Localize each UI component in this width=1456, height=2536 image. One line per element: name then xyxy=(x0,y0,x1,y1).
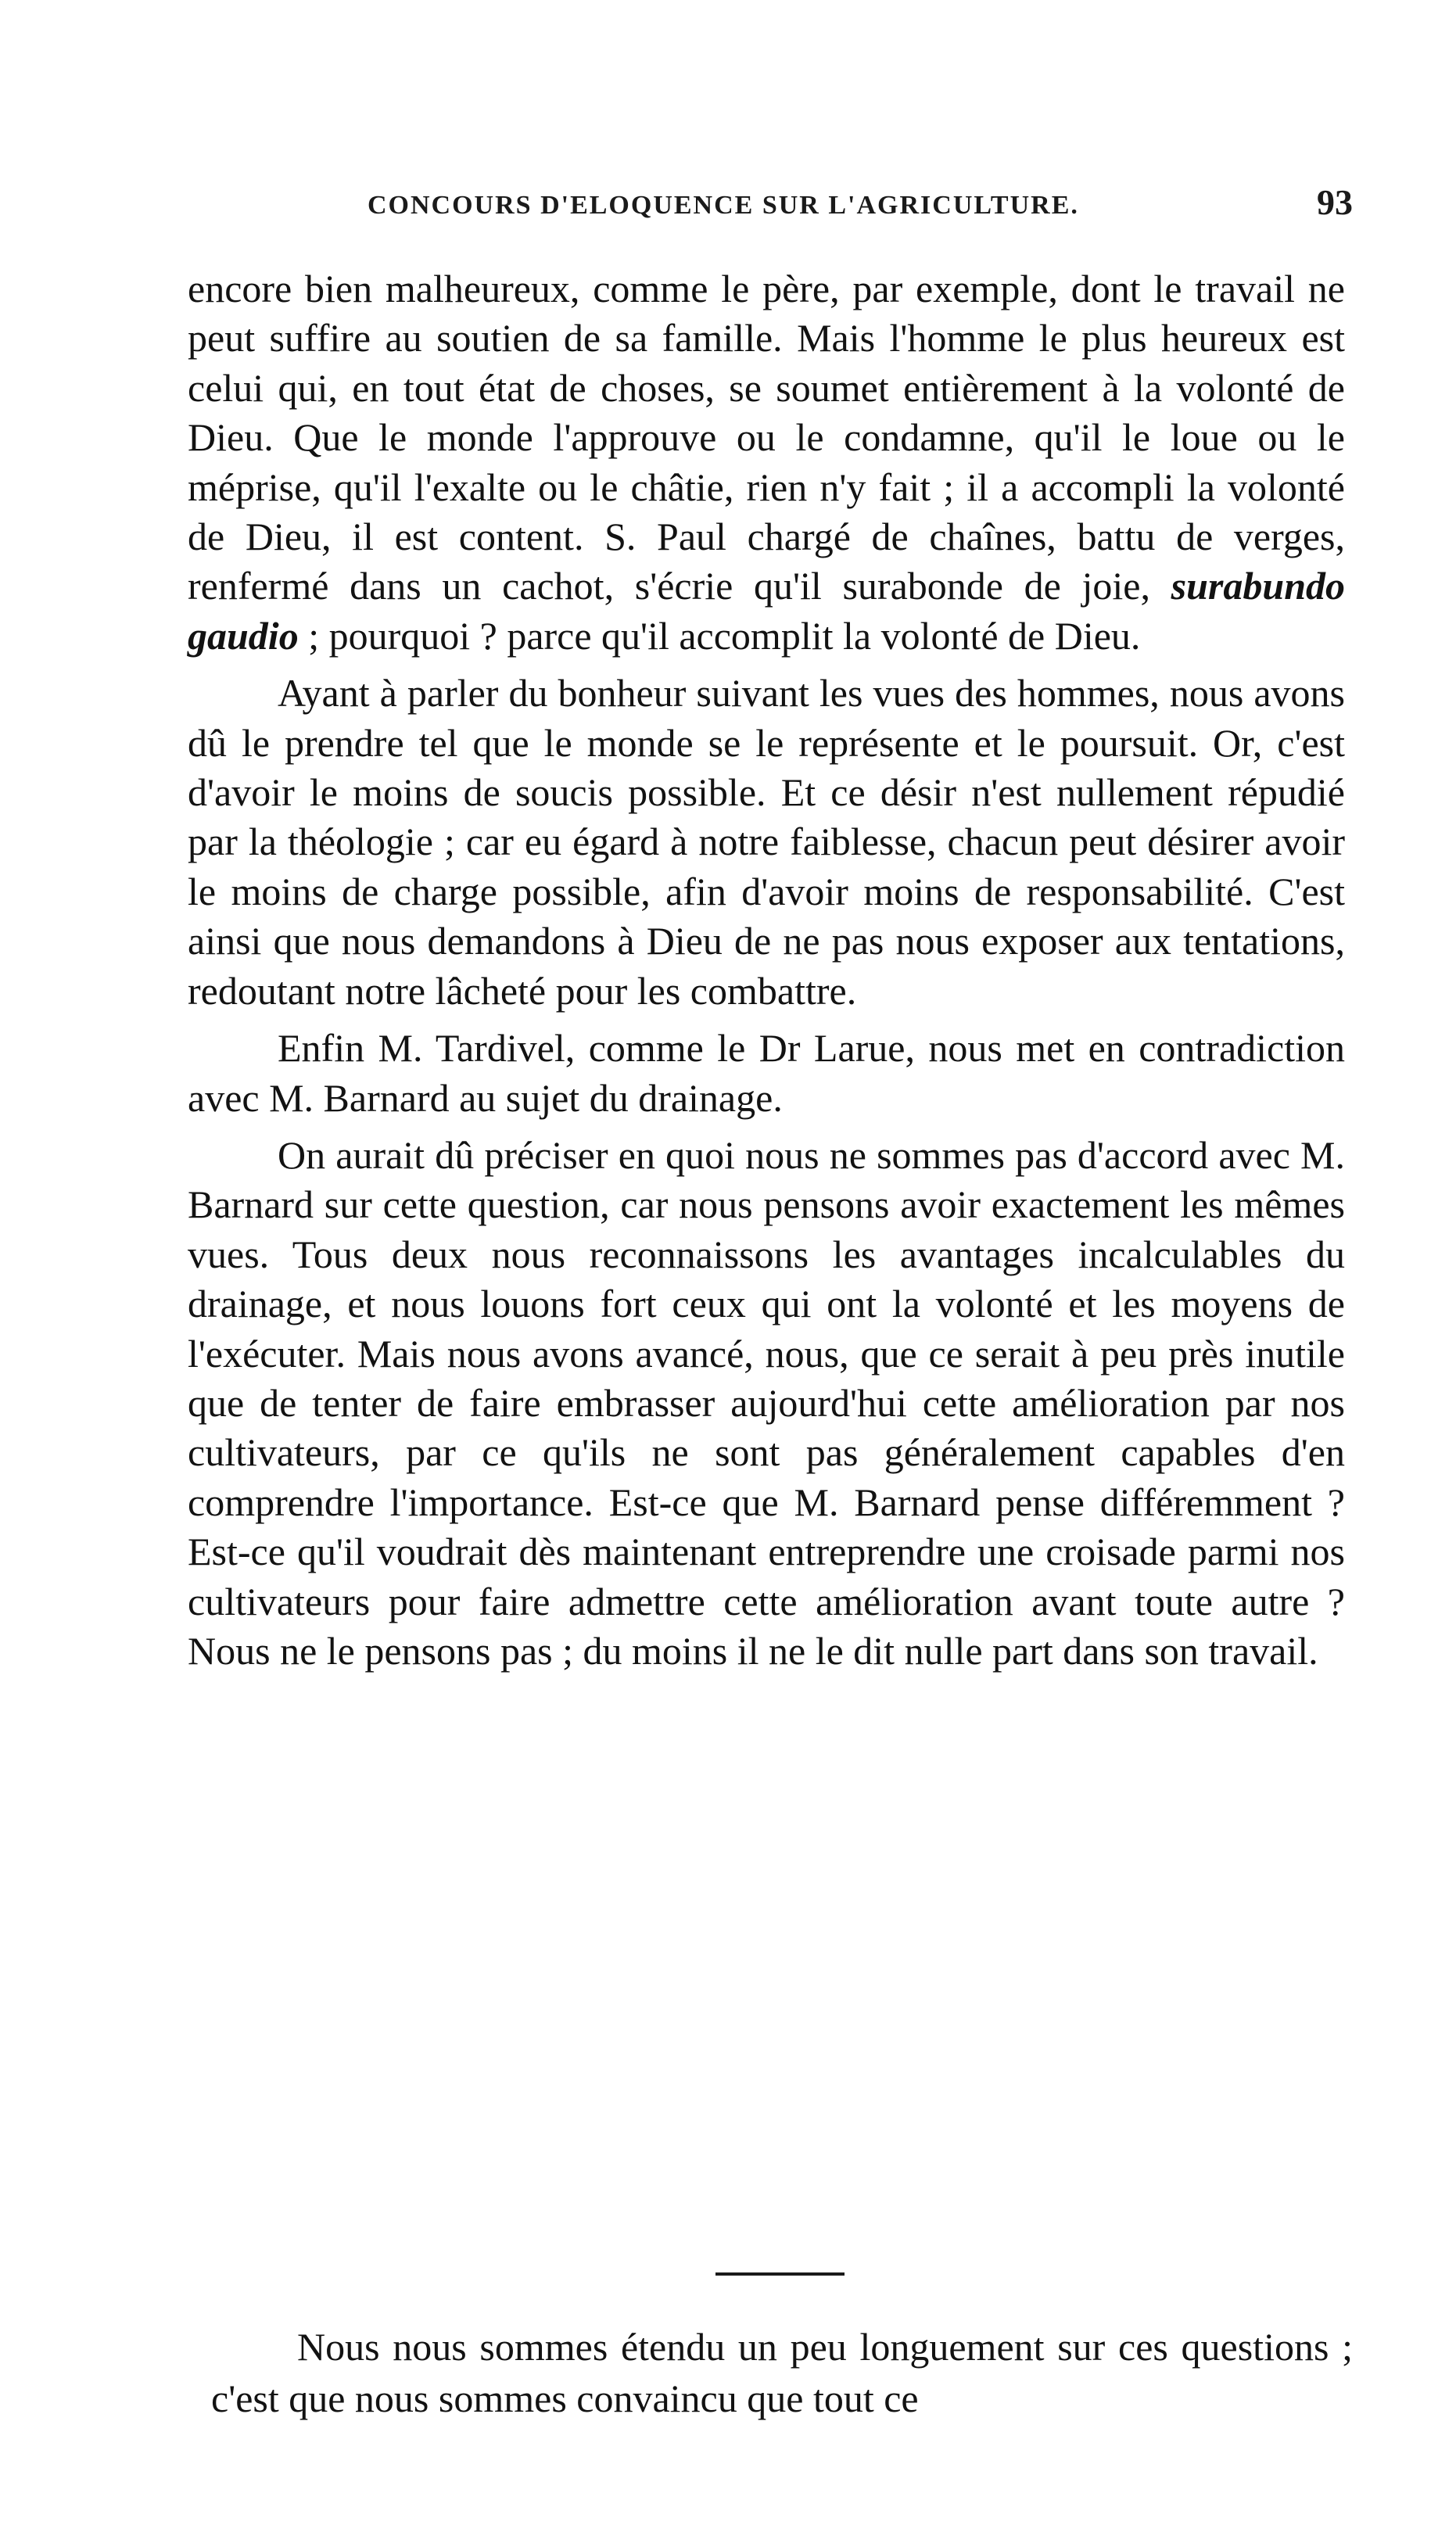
latin-phrase: surabundo gaudio xyxy=(188,564,1345,658)
closing-text xyxy=(211,2321,1353,2424)
paragraph-closing: Nous nous sommes étendu un peu longuement sur ces questions ; c'est que nous sommes convaincu que tout ce xyxy=(211,2325,1353,2420)
paragraph-tardivel: Enfin M. Tardivel, comme le Dr Larue, nous met en contradiction avec M. Barnard au sujet du drainage. xyxy=(188,1026,1345,1120)
paragraph-1-text-after: ; pourquoi ? parce qu'il accomplit la volonté de Dieu. xyxy=(298,613,1141,658)
page-number: 93 xyxy=(1317,182,1353,222)
running-head xyxy=(368,181,1353,236)
section-separator-rule xyxy=(715,2272,845,2276)
paragraph-continuation xyxy=(188,264,1345,661)
paragraph-bonheur: Ayant à parler du bonheur suivant les vues des hommes, nous avons dû le prendre tel que le monde se le représente et le poursuit. Or, c'est d'avoir le moins de soucis possible. Et ce désir n'est nullement répudié par la théologie ; car eu égard à notre faiblesse, chacun peut désirer avoir le moins de charge possible, afin d'avoir moins de responsabilité. C'est ainsi que nous demandons à Dieu de ne pas nous exposer aux tentations, redoutant notre lâcheté pour les combattre. xyxy=(188,671,1345,1013)
body-text xyxy=(188,264,1345,1676)
paragraph-1-text-before: encore bien malheureux, comme le père, par exemple, dont le travail ne peut suffire au soutien de sa famille. Mais l'homme le plus heureux est celui qui, en tout état de choses, se soumet entièrement à la volonté de Dieu. Que le monde l'approuve ou le condamne, qu'il le loue ou le méprise, qu'il l'exalte ou le châtie, rien n'y fait ; il a accompli la volonté de Dieu, il est content. S. Paul chargé de chaînes, battu de verges, renfermé dans un cachot, s'écrie qu'il surabonde de joie, xyxy=(188,267,1345,608)
running-title: CONCOURS D'ELOQUENCE SUR L'AGRICULTURE. xyxy=(368,191,1079,220)
paragraph-drainage: On aurait dû préciser en quoi nous ne sommes pas d'accord avec M. Barnard sur cette question, car nous pensons avoir exactement les mêmes vues. Tous deux nous reconnaissons les avantages incalculables du drainage, et nous louons fort ceux qui ont la volonté et les moyens de l'exécuter. Mais nous avons avancé, nous, que ce serait à peu près inutile que de tenter de faire embrasser aujourd'hui cette amélioration par nos cultivateurs, par ce qu'ils ne sont pas généralement capables d'en comprendre l'importance. Est-ce que M. Barnard pense différemment ? Est-ce qu'il voudrait dès maintenant entreprendre une croisade parmi nos cultivateurs pour faire admettre cette amélioration avant toute autre ? Nous ne le pensons pas ; du moins il ne le dit nulle part dans son travail. xyxy=(188,1132,1345,1673)
